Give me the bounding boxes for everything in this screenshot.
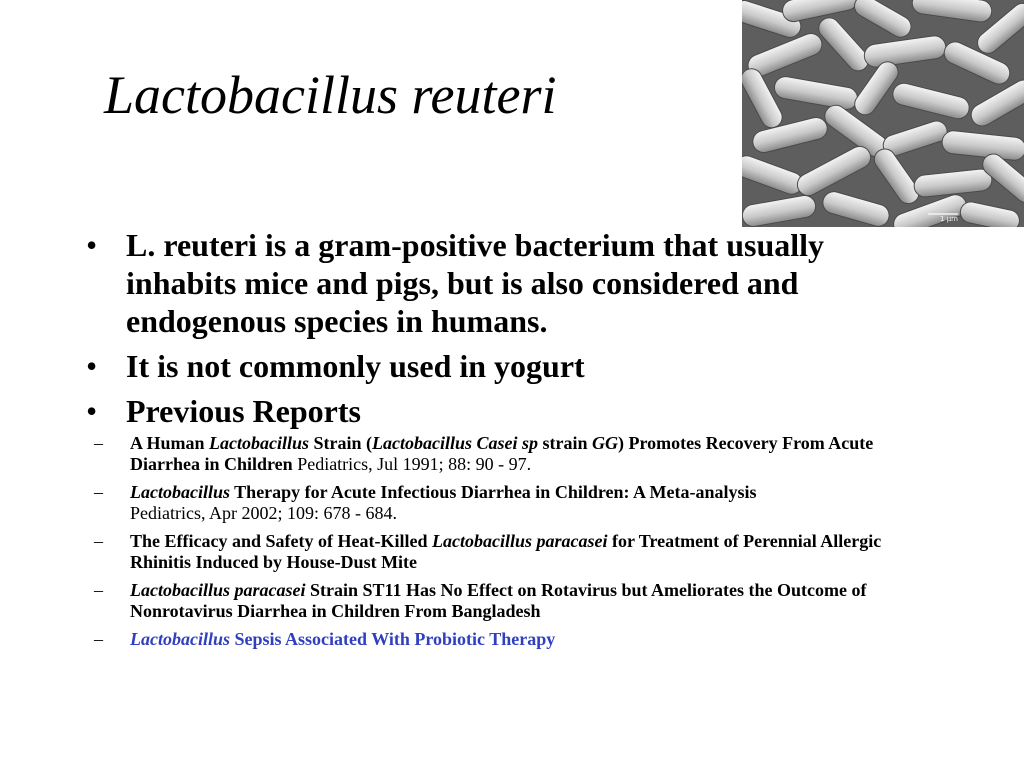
bullet-marker: • [86, 227, 98, 263]
dash-marker: – [94, 531, 103, 551]
reference-title: Strain ST11 Has No Effect on Rotavirus but Ameliorates the Outcome of Nonrotavirus Diarrhea in Children From Bangladesh [130, 580, 867, 621]
reference-title-italic: Lactobacillus paracasei [130, 580, 306, 600]
reference-title-italic: Lactobacillus paracasei [431, 531, 608, 551]
reference-item [84, 482, 934, 524]
reference-citation: Pediatrics, Jul 1991; 88: 90 - 97. [292, 454, 532, 474]
reference-item [84, 531, 934, 573]
slide-title: Lactobacillus reuteri [104, 65, 557, 125]
dash-marker: – [94, 433, 103, 453]
bullet-list [84, 226, 934, 650]
bullet-marker: • [86, 348, 98, 384]
reference-title: for Treatment of Perennial Allergic Rhinitis Induced by House-Dust Mite [130, 531, 882, 572]
reference-title-italic: Lactobacillus Casei sp [372, 433, 539, 453]
bacteria-micrograph-icon [742, 0, 1024, 227]
reference-title: A Human [130, 433, 210, 453]
dash-marker: – [94, 482, 103, 502]
bacteria-micrograph [742, 0, 1024, 227]
reference-item [84, 433, 934, 475]
reference-link-italic[interactable]: Lactobacillus [130, 629, 230, 649]
bullet-item [84, 392, 934, 650]
bullet-item [84, 347, 934, 385]
dash-marker: – [94, 629, 103, 649]
reference-title-italic: Lactobacillus [209, 433, 310, 453]
reference-title-italic: GG [592, 433, 619, 453]
bullet-text: Previous Reports [126, 393, 361, 429]
reference-title: strain [538, 433, 593, 453]
reference-list [94, 433, 934, 650]
reference-citation: Pediatrics, Apr 2002; 109: 678 - 684. [130, 503, 397, 523]
reference-title: ) Promotes Recovery From Acute Diarrhea in Children [130, 433, 874, 474]
reference-title-italic: Lactobacillus [130, 482, 230, 502]
reference-link[interactable]: Sepsis Associated With Probiotic Therapy [230, 629, 556, 649]
reference-link-item[interactable] [84, 629, 934, 650]
reference-title: Therapy for Acute Infectious Diarrhea in Children: A Meta-analysis [230, 482, 757, 502]
scale-bar-label: 1 µm [940, 215, 958, 223]
bullet-marker: • [86, 393, 98, 429]
reference-item [84, 580, 934, 622]
bullet-text: L. reuteri is a gram-positive bacterium that usually inhabits mice and pigs, but is also considered and endogenous species in humans. [126, 227, 825, 339]
bullet-text: It is not commonly used in yogurt [126, 348, 585, 384]
reference-title: Strain ( [309, 433, 373, 453]
bullet-item [84, 226, 934, 340]
slide-body [84, 226, 934, 657]
reference-title: The Efficacy and Safety of Heat-Killed [130, 531, 432, 551]
dash-marker: – [94, 580, 103, 600]
